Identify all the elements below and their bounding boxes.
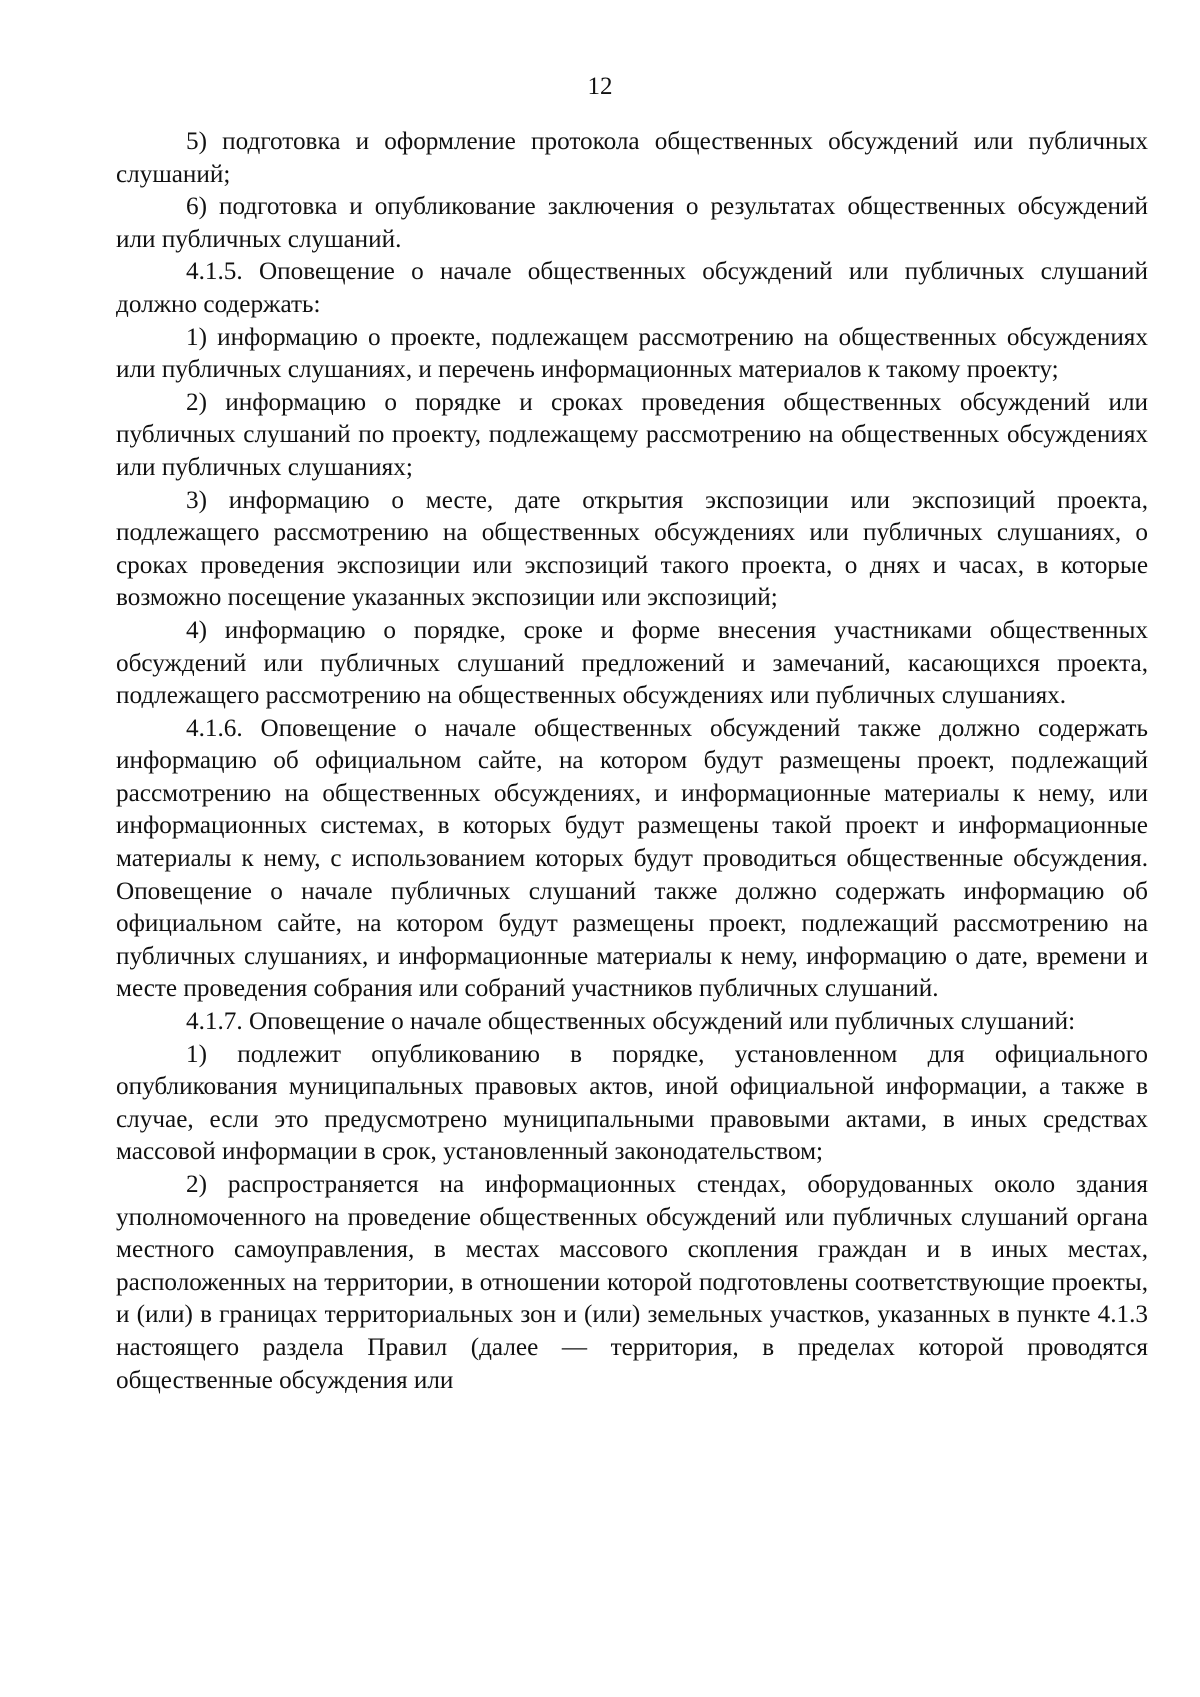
paragraph-4-1-5-item-2: 2) информацию о порядке и сроках проведения общественных обсуждений или публичных слушаний по проекту, подлежащему рассмотрению на общественных обсуждениях или публичных слушаниях;	[116, 388, 1148, 481]
paragraph-item-6: 6) подготовка и опубликование заключения о результатах общественных обсуждений или публичных слушаний.	[116, 193, 1148, 253]
page-number: 12	[587, 73, 613, 100]
document-body	[116, 126, 1148, 1397]
paragraph-4-1-7: 4.1.7. Оповещение о начале общественных обсуждений или публичных слушаний:	[186, 1008, 1076, 1036]
paragraph-4-1-5-item-4: 4) информацию о порядке, сроке и форме внесения участниками общественных обсуждений или публичных слушаний предложений и замечаний, касающихся проекта, подлежащего рассмотрению на общественных обсуждениях или публичных слушаниях.	[116, 616, 1148, 710]
paragraph-item-5: 5) подготовка и оформление протокола общественных обсуждений или публичных слушаний;	[116, 128, 1148, 188]
paragraph-4-1-5-item-1: 1) информацию о проекте, подлежащем рассмотрению на общественных обсуждениях или публичных слушаниях, и перечень информационных материалов к такому проекту;	[116, 323, 1148, 384]
paragraph-4-1-5-item-3: 3) информацию о месте, дате открытия экспозиции или экспозиций проекта, подлежащего рассмотрению на общественных обсуждениях или публичных слушаниях, о сроках проведения экспозиции или экспозиций такого проекта, о днях и часах, в которые возможно посещение указанных экспозиции или экспозиций;	[116, 486, 1148, 612]
paragraph-4-1-5: 4.1.5. Оповещение о начале общественных обсуждений или публичных слушаний должно содержать:	[116, 258, 1148, 318]
paragraph-4-1-6: 4.1.6. Оповещение о начале общественных обсуждений также должно содержать информацию об официальном сайте, на котором будут размещены проект, подлежащий рассмотрению на общественных обсуждениях, и информационные материалы к нему, или информационных системах, в которых будут размещены такой проект и информационные материалы к нему, с использованием которых будут проводиться общественные обсуждения. Оповещение о начале публичных слушаний также должно содержать информацию об официальном сайте, на котором будут размещены проект, подлежащий рассмотрению на публичных слушаниях, и информационные материалы к нему, информацию о дате, времени и месте проведения собрания или собраний участников публичных слушаний.	[116, 714, 1148, 1003]
paragraph-4-1-7-item-1: 1) подлежит опубликованию в порядке, установленном для официального опубликования муниципальных правовых актов, иной официальной информации, а также в случае, если это предусмотрено муниципальными правовыми актами, в иных средствах массовой информации в срок, установленный законодательством;	[116, 1040, 1148, 1166]
paragraph-4-1-7-item-2: 2) распространяется на информационных стендах, оборудованных около здания уполномоченного на проведение общественных обсуждений или публичных слушаний органа местного самоуправления, в местах массового скопления граждан и в иных местах, расположенных на территории, в отношении которой подготовлены соответствующие проекты, и (или) в границах территориальных зон и (или) земельных участков, указанных в пункте 4.1.3 настоящего раздела Правил (далее — территория, в пределах которой проводятся общественные обсуждения или	[116, 1171, 1148, 1394]
